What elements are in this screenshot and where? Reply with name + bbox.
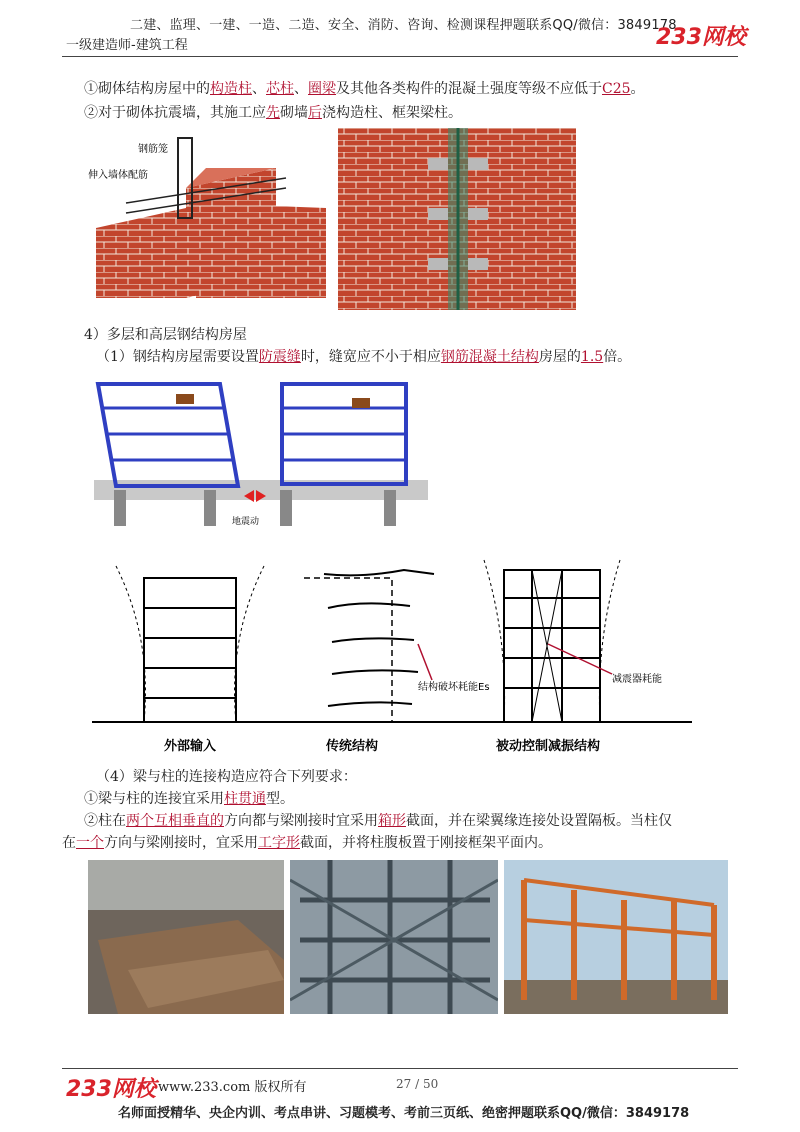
box-column-photo xyxy=(88,860,284,1014)
header-promo-text: 二建、监理、一建、一造、二造、安全、消防、咨询、检测课程押题联系QQ/微信：3849178 xyxy=(130,18,677,33)
caption-external-input: 外部输入 xyxy=(164,739,217,754)
brick-wall-diagram xyxy=(86,128,330,308)
footer-logo: 233网校 xyxy=(66,1077,156,1102)
label-wall-reinforcement: 伸入墙体配筋 xyxy=(88,170,148,181)
caption-passive-control-structure: 被动控制减振结构 xyxy=(496,739,601,754)
brick-wall-photo xyxy=(338,128,576,310)
label-ground-motion: 地震动 xyxy=(232,517,260,527)
label-steel-cage: 钢筋笼 xyxy=(138,144,168,155)
caption-traditional-structure: 传统结构 xyxy=(326,739,379,754)
steel-frame-photo xyxy=(290,860,498,1014)
note-structural-dissipation: 结构破坏耗能Es xyxy=(418,682,490,693)
energy-dissipation-diagram xyxy=(92,548,692,758)
header-subtitle: 一级建造师-建筑工程 xyxy=(66,38,188,53)
paragraph-i-section: 在一个方向与梁刚接时，宜采用工字形截面，并将柱腹板置于刚接框架平面内。 xyxy=(62,835,552,851)
header-divider xyxy=(62,56,738,57)
header-logo: 233网校 xyxy=(656,25,746,50)
footer-copyright[interactable]: www.233.com 版权所有 xyxy=(158,1080,307,1095)
paragraph-box-section: ②柱在两个互相垂直的方向都与梁刚接时宜采用箱形截面，并在梁翼缘连接处设置隔板。当柱仅 xyxy=(84,813,672,829)
paragraph-masonry-strength: ①砌体结构房屋中的构造柱、芯柱、圈梁及其他各类构件的混凝土强度等级不应低于C25。 xyxy=(84,81,645,97)
steel-structure-photo xyxy=(504,860,728,1014)
footer-promo-text: 名师面授精华、央企内训、考点串讲、习题模考、考前三页纸、绝密押题联系QQ/微信：3849178 xyxy=(118,1106,690,1121)
paragraph-masonry-sequence: ②对于砌体抗震墙，其施工应先砌墙后浇构造柱、框架梁柱。 xyxy=(84,105,462,121)
page-number: 27 / 50 xyxy=(396,1077,439,1091)
section-steel-buildings: 4）多层和高层钢结构房屋 xyxy=(84,327,247,343)
paragraph-column-through: ①梁与柱的连接宜采用柱贯通型。 xyxy=(84,791,294,807)
paragraph-seismic-joint: （1）钢结构房屋需要设置防震缝时，缝宽应不小于相应钢筋混凝土结构房屋的1.5倍。 xyxy=(96,349,632,365)
seismic-isolation-diagram xyxy=(94,378,428,528)
note-damper-dissipation: 减震器耗能 xyxy=(612,674,662,685)
paragraph-beam-column-requirements: （4）梁与柱的连接构造应符合下列要求： xyxy=(96,769,357,785)
footer-divider xyxy=(62,1068,738,1069)
